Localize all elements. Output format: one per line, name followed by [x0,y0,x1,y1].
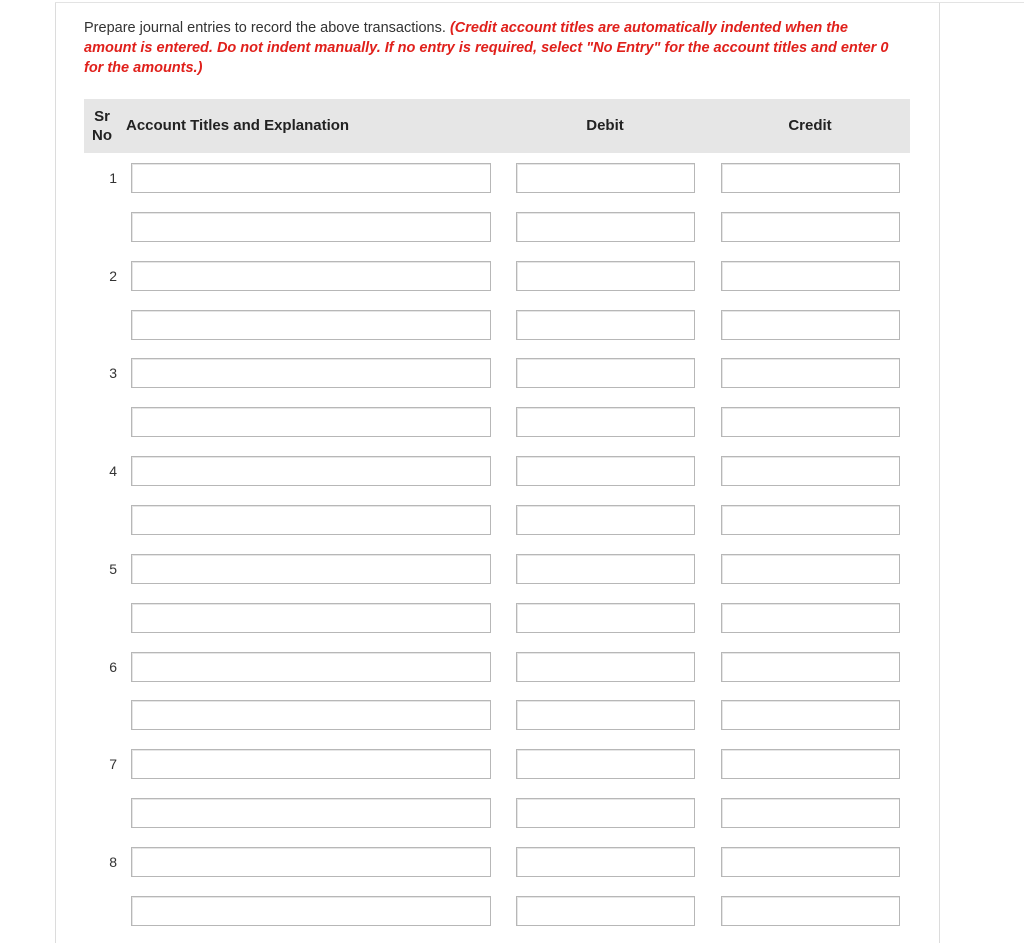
account-title-input[interactable] [131,896,491,926]
credit-header: Credit [788,117,832,134]
credit-input[interactable] [721,163,900,193]
account-title-input[interactable] [131,261,491,291]
debit-input[interactable] [516,749,695,779]
sr-number: 8 [109,854,117,870]
account-title-input[interactable] [131,310,491,340]
debit-input[interactable] [516,847,695,877]
account-title-input[interactable] [131,652,491,682]
sr-header-line2: No [92,127,112,144]
instructions-note: (Credit account titles are automatically indented when the amount is entered. Do not indent manually. If no entry is required, select "No Entry" for the account titles and enter 0 for the amounts.) [84,20,889,76]
account-title-input[interactable] [131,212,491,242]
account-title-input[interactable] [131,505,491,535]
sr-number: 3 [109,365,117,381]
debit-input[interactable] [516,456,695,486]
sr-number: 6 [109,659,117,675]
debit-input[interactable] [516,505,695,535]
sr-number: 1 [109,170,117,186]
credit-input[interactable] [721,798,900,828]
sr-header-line1: Sr [94,108,110,125]
credit-input[interactable] [721,603,900,633]
sr-number: 4 [109,463,117,479]
credit-input[interactable] [721,407,900,437]
credit-input[interactable] [721,358,900,388]
credit-input[interactable] [721,700,900,730]
debit-input[interactable] [516,261,695,291]
instructions-text: Prepare journal entries to record the above transactions. [84,20,446,36]
credit-input[interactable] [721,896,900,926]
account-titles-header: Account Titles and Explanation [126,117,350,134]
account-title-input[interactable] [131,163,491,193]
credit-input[interactable] [721,505,900,535]
account-title-input[interactable] [131,456,491,486]
debit-input[interactable] [516,407,695,437]
credit-input[interactable] [721,261,900,291]
sr-no-header [84,107,120,145]
debit-input[interactable] [516,554,695,584]
debit-input[interactable] [516,358,695,388]
debit-input[interactable] [516,603,695,633]
account-title-input[interactable] [131,700,491,730]
credit-input[interactable] [721,554,900,584]
debit-input[interactable] [516,700,695,730]
credit-input[interactable] [721,310,900,340]
account-title-input[interactable] [131,749,491,779]
debit-input[interactable] [516,310,695,340]
debit-input[interactable] [516,798,695,828]
debit-input[interactable] [516,163,695,193]
account-title-input[interactable] [131,603,491,633]
sr-number: 7 [109,756,117,772]
account-title-input[interactable] [131,847,491,877]
debit-input[interactable] [516,212,695,242]
credit-input[interactable] [721,749,900,779]
credit-input[interactable] [721,212,900,242]
account-title-input[interactable] [131,798,491,828]
credit-input[interactable] [721,652,900,682]
debit-header: Debit [586,117,624,134]
instructions [84,18,894,78]
account-title-input[interactable] [131,554,491,584]
debit-input[interactable] [516,652,695,682]
credit-input[interactable] [721,456,900,486]
credit-input[interactable] [721,847,900,877]
sr-number: 2 [109,268,117,284]
account-title-input[interactable] [131,358,491,388]
debit-input[interactable] [516,896,695,926]
sr-number: 5 [109,561,117,577]
journal-table-header [84,99,910,153]
account-title-input[interactable] [131,407,491,437]
